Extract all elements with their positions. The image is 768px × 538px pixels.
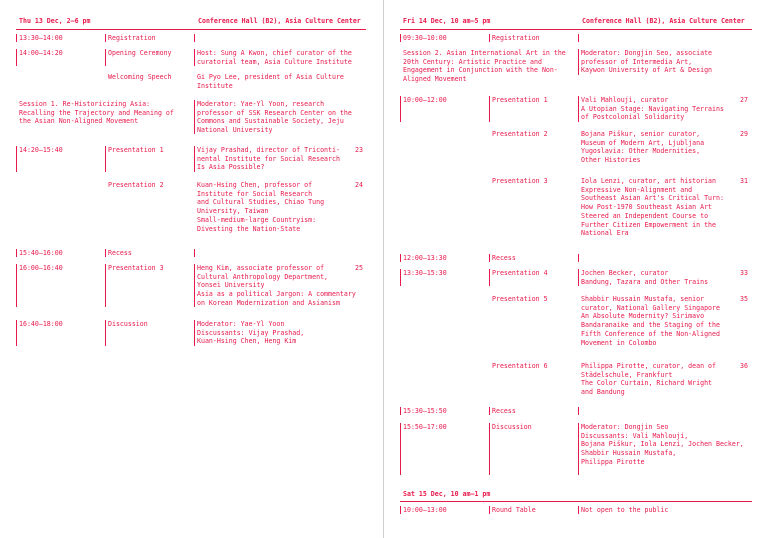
- session-type: Recess: [492, 254, 516, 262]
- time-slot: 12:00–13:30: [403, 254, 447, 262]
- header-rule: [400, 501, 752, 502]
- page-number: 23: [355, 146, 363, 154]
- time-slot: 16:40–18:00: [19, 320, 63, 328]
- header-rule: [16, 29, 366, 30]
- session-type: Opening Ceremony: [108, 49, 172, 57]
- session-type: Presentation 4: [492, 269, 548, 277]
- session-description: Not open to the public: [581, 506, 669, 514]
- session-type: Recess: [108, 249, 132, 257]
- page-number: 33: [740, 269, 748, 277]
- time-slot: 15:50–17:00: [403, 423, 447, 431]
- session-moderator: Moderator: Yae-Yl Yoon, research professor of SSK Research Center on the Commons and Sustainable Society, Jeju National University: [197, 100, 352, 135]
- session-description: Moderator: Dongjin Seo Discussants: Vali Mahlouji, Bojana Piškur, Iola Lenzi, Jochen Becker, Shabbir Hussain Mustafa, Philippa Pirotte: [581, 423, 744, 466]
- venue-header: Conference Hall (B2), Asia Culture Center: [582, 17, 745, 25]
- page-number: 31: [740, 177, 748, 185]
- page-number: 24: [355, 181, 363, 189]
- time-slot: 13:30–14:00: [19, 34, 63, 42]
- session-description: Heng Kim, associate professor of Cultural Anthropology Department, Yonsei University Asia as a political Jargon: A commentary on Korean Modernization and Asianism: [197, 264, 356, 307]
- session-description: Vali Mahlouji, curator A Utopian Stage: Navigating Terrains of Postcolonial Solidarity: [581, 96, 724, 122]
- session-type: Presentation 3: [108, 264, 164, 272]
- day-header: Thu 13 Dec, 2–6 pm: [19, 17, 91, 25]
- time-slot: 16:00–16:40: [19, 264, 63, 272]
- time-slot: 15:30–15:50: [403, 407, 447, 415]
- session-type: Presentation 1: [108, 146, 164, 154]
- session-description: Shabbir Hussain Mustafa, senior curator, National Gallery Singapore An Absolute Modernity? Sirimavo Bandaranaike and the Staging of the Fifth Conference of the Non-Aligned Movement in Colombo: [581, 295, 720, 347]
- session-description: Moderator: Yae-Yl Yoon Discussants: Vijay Prashad, Kuan-Hsing Chen, Heng Kim: [197, 320, 305, 346]
- page-number: 36: [740, 362, 748, 370]
- venue-header: Conference Hall (B2), Asia Culture Center: [198, 17, 361, 25]
- session-type: Registration: [492, 34, 540, 42]
- page-number: 27: [740, 96, 748, 104]
- session-description: Gi Pyo Lee, president of Asia Culture Institute: [197, 73, 344, 90]
- session-description: Philippa Pirotte, curator, dean of Städelschule, Frankfurt The Color Curtain, Richard Wright and Bandung: [581, 362, 716, 397]
- time-slot: 13:30–15:30: [403, 269, 447, 277]
- session-moderator: Moderator: Dongjin Seo, associate professor of Intermedia Art, Kaywon University of Art & Design: [581, 49, 713, 75]
- day-header: Fri 14 Dec, 10 am–5 pm: [403, 17, 491, 25]
- session-title: Session 2. Asian International Art in the 20th Century: Artistic Practice and Engagement in Conjunction with the Non- Aligned Movement: [403, 49, 566, 84]
- page-number: 29: [740, 130, 748, 138]
- time-slot: 14:00–14:20: [19, 49, 63, 57]
- session-type: Presentation 2: [108, 181, 164, 189]
- left-page: [0, 0, 383, 538]
- session-type: Presentation 1: [492, 96, 548, 104]
- session-description: Bojana Piškur, senior curator, Museum of Modern Art, Ljubljana Yugoslavia: Other Modernities, Other Histories: [581, 130, 705, 165]
- session-description: Host: Sung A Kwon, chief curator of the curatorial team, Asia Culture Institute: [197, 49, 352, 66]
- session-type: Discussion: [492, 423, 532, 431]
- session-description: Iola Lenzi, curator, art historian Expressive Non-Alignment and Southeast Asian Art's Critical Turn: How Post-1970 Southeast Asian Art Steered an Independent Course to Further Citizen Empowerment in the National Era: [581, 177, 724, 238]
- header-rule: [400, 29, 752, 30]
- session-type: Presentation 3: [492, 177, 548, 185]
- session-description: Vijay Prashad, director of Triconti- nental Institute for Social Research Is Asia Possible?: [197, 146, 340, 172]
- session-type: Registration: [108, 34, 156, 42]
- session-title: Session 1. Re-Historicizing Asia: Recalling the Trajectory and Meaning of the Asian Non-Aligned Movement: [19, 100, 174, 126]
- session-type: Discussion: [108, 320, 148, 328]
- right-page: [385, 0, 768, 538]
- session-type: Presentation 6: [492, 362, 548, 370]
- time-slot: 10:00–13:00: [403, 506, 447, 514]
- session-type: Presentation 2: [492, 130, 548, 138]
- session-description: Kuan-Hsing Chen, professor of Institute for Social Research and Cultural Studies, Chiao Tung University, Taiwan Small-medium-large Countryism: Divesting the Nation-State: [197, 181, 325, 233]
- session-type: Presentation 5: [492, 295, 548, 303]
- session-type: Recess: [492, 407, 516, 415]
- day-header: Sat 15 Dec, 10 am–1 pm: [403, 490, 491, 498]
- time-slot: 09:30–10:00: [403, 34, 447, 42]
- time-slot: 10:00–12:00: [403, 96, 447, 104]
- session-type: Welcoming Speech: [108, 73, 172, 81]
- time-slot: 15:40–16:00: [19, 249, 63, 257]
- session-description: Jochen Becker, curator Bandung, Tazara and Other Trains: [581, 269, 709, 286]
- time-slot: 14:20–15:40: [19, 146, 63, 154]
- session-type: Round Table: [492, 506, 536, 514]
- page-number: 25: [355, 264, 363, 272]
- page-number: 35: [740, 295, 748, 303]
- page-gutter: [383, 0, 384, 538]
